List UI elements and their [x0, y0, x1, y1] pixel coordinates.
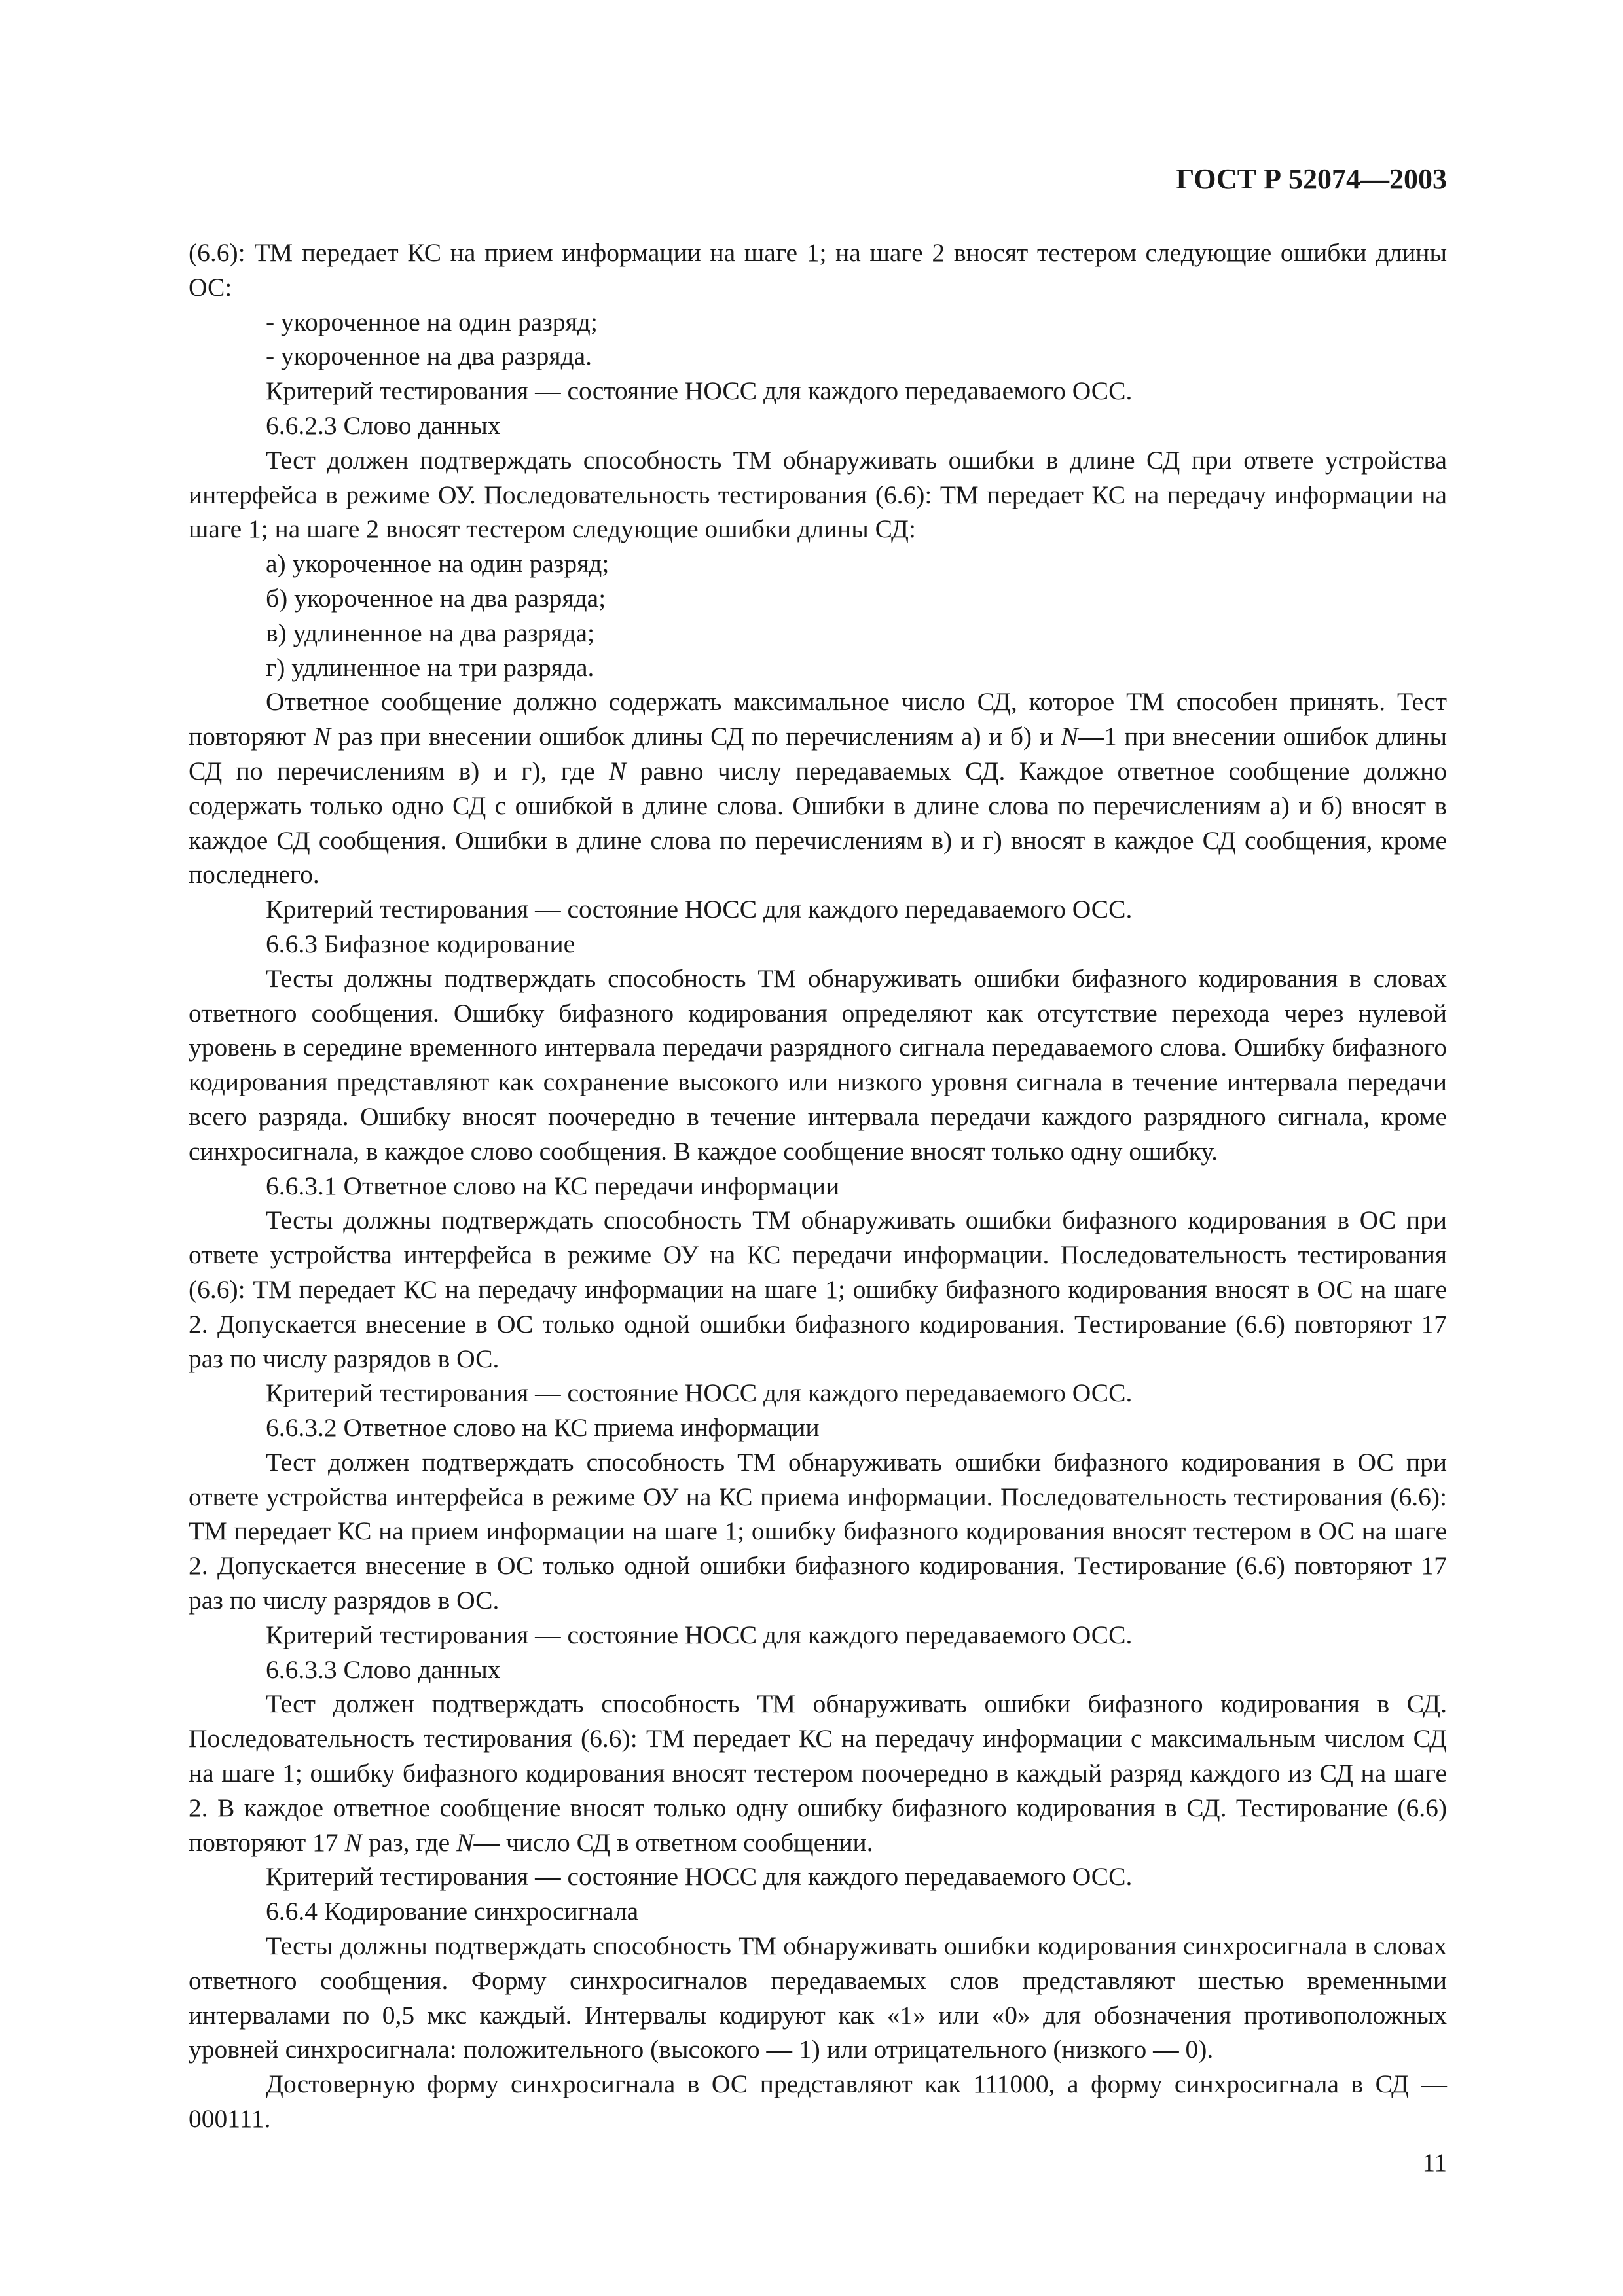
paragraph — [189, 927, 1447, 961]
variable-n: N — [608, 756, 627, 785]
variable-n: N — [313, 722, 331, 751]
variable-n: N — [456, 1827, 474, 1857]
paragraph — [189, 616, 1447, 651]
paragraph — [189, 1929, 1447, 2067]
text-run: Тесты должны подтверждать способность ТМ обнаруживать ошибки кодирования синхросигнала в словах ответного сообщения. Форму синхросигналов передаваемых слов представляют шестью временными интервалами по 0,5 мкс каждый. Интервалы кодируют как «1» или «0» для обозначения противоположных уровней синхросигнала: положительного (высокого — 1) или отрицательного (низкого — 0). — [189, 1931, 1447, 2064]
paragraph — [189, 305, 1447, 340]
paragraph — [189, 236, 1447, 305]
text-run: Достоверную форму синхросигнала в ОС представляют как 111000, а форму синхросигнала в СД — 000111. — [189, 2070, 1447, 2134]
text-run: Критерий тестирования — состояние НОСС для каждого передаваемого ОСС. — [266, 1378, 1133, 1408]
text-run: Тест должен подтверждать способность ТМ обнаруживать ошибки бифазного кодирования в ОС при ответе устройства интерфейса в режиме ОУ на КС приема информации. Последовательность тестирования (6.6): ТМ передает КС на прием информации на шаге 1; ошибку бифазного кодирования вносят тестером в ОС на шаге 2. Допускается внесение в ОС только одной ошибки бифазного кодирования. Тестирование (6.6) повторяют 17 раз по числу разрядов в ОС. — [189, 1447, 1447, 1615]
text-run: 6.6.3.3 Слово данных — [266, 1655, 501, 1684]
paragraph — [189, 408, 1447, 443]
paragraph — [189, 581, 1447, 616]
variable-n: N — [1061, 722, 1078, 751]
text-run: 6.6.3.1 Ответное слово на КС передачи информации — [266, 1171, 840, 1200]
text-run: раз при внесении ошибок длины СД по перечислениям а) и б) и — [331, 722, 1061, 751]
paragraph — [189, 1410, 1447, 1445]
paragraph — [189, 1859, 1447, 1894]
text-run: Критерий тестирования — состояние НОСС для каждого передаваемого ОСС. — [266, 1620, 1133, 1649]
text-run: 6.6.3.2 Ответное слово на КС приема информации — [266, 1413, 820, 1443]
paragraph — [189, 651, 1447, 685]
paragraph — [189, 443, 1447, 547]
text-run: 6.6.3 Бифазное кодирование — [266, 929, 575, 958]
text-run: б) укороченное на два разряда; — [266, 583, 606, 613]
text-run: (6.6): ТМ передает КС на прием информации на шаге 1; на шаге 2 вносят тестером следующие ошибки длины ОС: — [189, 238, 1447, 302]
paragraph — [189, 1376, 1447, 1410]
paragraph — [189, 1618, 1447, 1653]
text-run: раз, где — [361, 1827, 457, 1857]
text-run: 6.6.4 Кодирование синхросигнала — [266, 1897, 639, 1926]
paragraph — [189, 1445, 1447, 1618]
paragraph — [189, 1894, 1447, 1929]
text-run: - укороченное на два разряда. — [266, 342, 592, 371]
paragraph — [189, 1169, 1447, 1204]
paragraph — [189, 547, 1447, 581]
text-run: - укороченное на один разряд; — [266, 307, 598, 336]
text-run: а) укороченное на один разряд; — [266, 549, 610, 579]
text-run: Критерий тестирования — состояние НОСС для каждого передаваемого ОСС. — [266, 895, 1133, 924]
paragraph — [189, 374, 1447, 408]
paragraph — [189, 892, 1447, 927]
paragraph — [189, 1203, 1447, 1376]
variable-n: N — [344, 1827, 362, 1857]
paragraph — [189, 961, 1447, 1169]
text-run: 6.6.2.3 Слово данных — [266, 410, 501, 440]
text-run: Тесты должны подтверждать способность ТМ обнаруживать ошибки бифазного кодирования в словах ответного сообщения. Ошибку бифазного кодирования определяют как отсутствие перехода через нулевой уровень в середине временного интервала передачи разрядного сигнала передаваемого слова. Ошибку бифазного кодирования представляют как сохранение высокого или низкого уровня сигнала в течение интервала передачи всего разряда. Ошибку вносят поочередно в течение интервала передачи каждого разрядного сигнала, кроме синхросигнала, в каждое слово сообщения. В каждое сообщение вносят только одну ошибку. — [189, 963, 1447, 1166]
text-run: Тесты должны подтверждать способность ТМ обнаруживать ошибки бифазного кодирования в ОС при ответе устройства интерфейса в режиме ОУ на КС передачи информации. Последовательность тестирования (6.6): ТМ передает КС на передачу информации на шаге 1; ошибку бифазного кодирования вносят в ОС на шаге 2. Допускается внесение в ОС только одной ошибки бифазного кодирования. Тестирование (6.6) повторяют 17 раз по числу разрядов в ОС. — [189, 1206, 1447, 1373]
text-run: — число СД в ответном сообщении. — [473, 1827, 873, 1857]
paragraph — [189, 685, 1447, 892]
document-body — [189, 236, 1447, 2136]
text-run: Тест должен подтверждать способность ТМ обнаруживать ошибки бифазного кодирования в СД. Последовательность тестирования (6.6): ТМ передает КС на передачу информации с максимальным числом СД на шаге 1; ошибку бифазного кодирования вносят тестером поочередно в каждый разряд каждого из СД на шаге 2. В каждое ответное сообщение вносят только одну ошибку бифазного кодирования в СД. Тестирование (6.6) повторяют 17 — [189, 1689, 1447, 1857]
document-header: ГОСТ Р 52074—2003 — [1176, 163, 1447, 195]
paragraph — [189, 339, 1447, 374]
text-run: равно числу передаваемых СД. Каждое ответное сообщение должно содержать только одно СД с ошибкой в длине слова. Ошибки в длине слова по перечислениям а) и б) вносят в каждое СД сообщения. Ошибки в длине слова по перечислениям в) и г) вносят в каждое СД сообщения, кроме последнего. — [189, 756, 1447, 889]
text-run: г) удлиненное на три разряда. — [266, 653, 594, 682]
paragraph — [189, 1653, 1447, 1687]
paragraph — [189, 1687, 1447, 1859]
text-run: Тест должен подтверждать способность ТМ обнаруживать ошибки в длине СД при ответе устройства интерфейса в режиме ОУ. Последовательность тестирования (6.6): ТМ передает КС на передачу информации на шаге 1; на шаге 2 вносят тестером следующие ошибки длины СД: — [189, 445, 1447, 544]
paragraph — [189, 2067, 1447, 2136]
text-run: —1 при внесении ошибок длины СД по перечислениям в) и г), где — [189, 722, 1448, 785]
text-run: Критерий тестирования — состояние НОСС для каждого передаваемого ОСС. — [266, 376, 1133, 406]
text-run: в) удлиненное на два разряда; — [266, 618, 595, 647]
page-number: 11 — [1422, 2149, 1447, 2177]
text-run: Критерий тестирования — состояние НОСС для каждого передаваемого ОСС. — [266, 1862, 1133, 1892]
text-run: Ответное сообщение должно содержать максимальное число СД, которое ТМ способен принять. Тест повторяют — [189, 687, 1447, 751]
